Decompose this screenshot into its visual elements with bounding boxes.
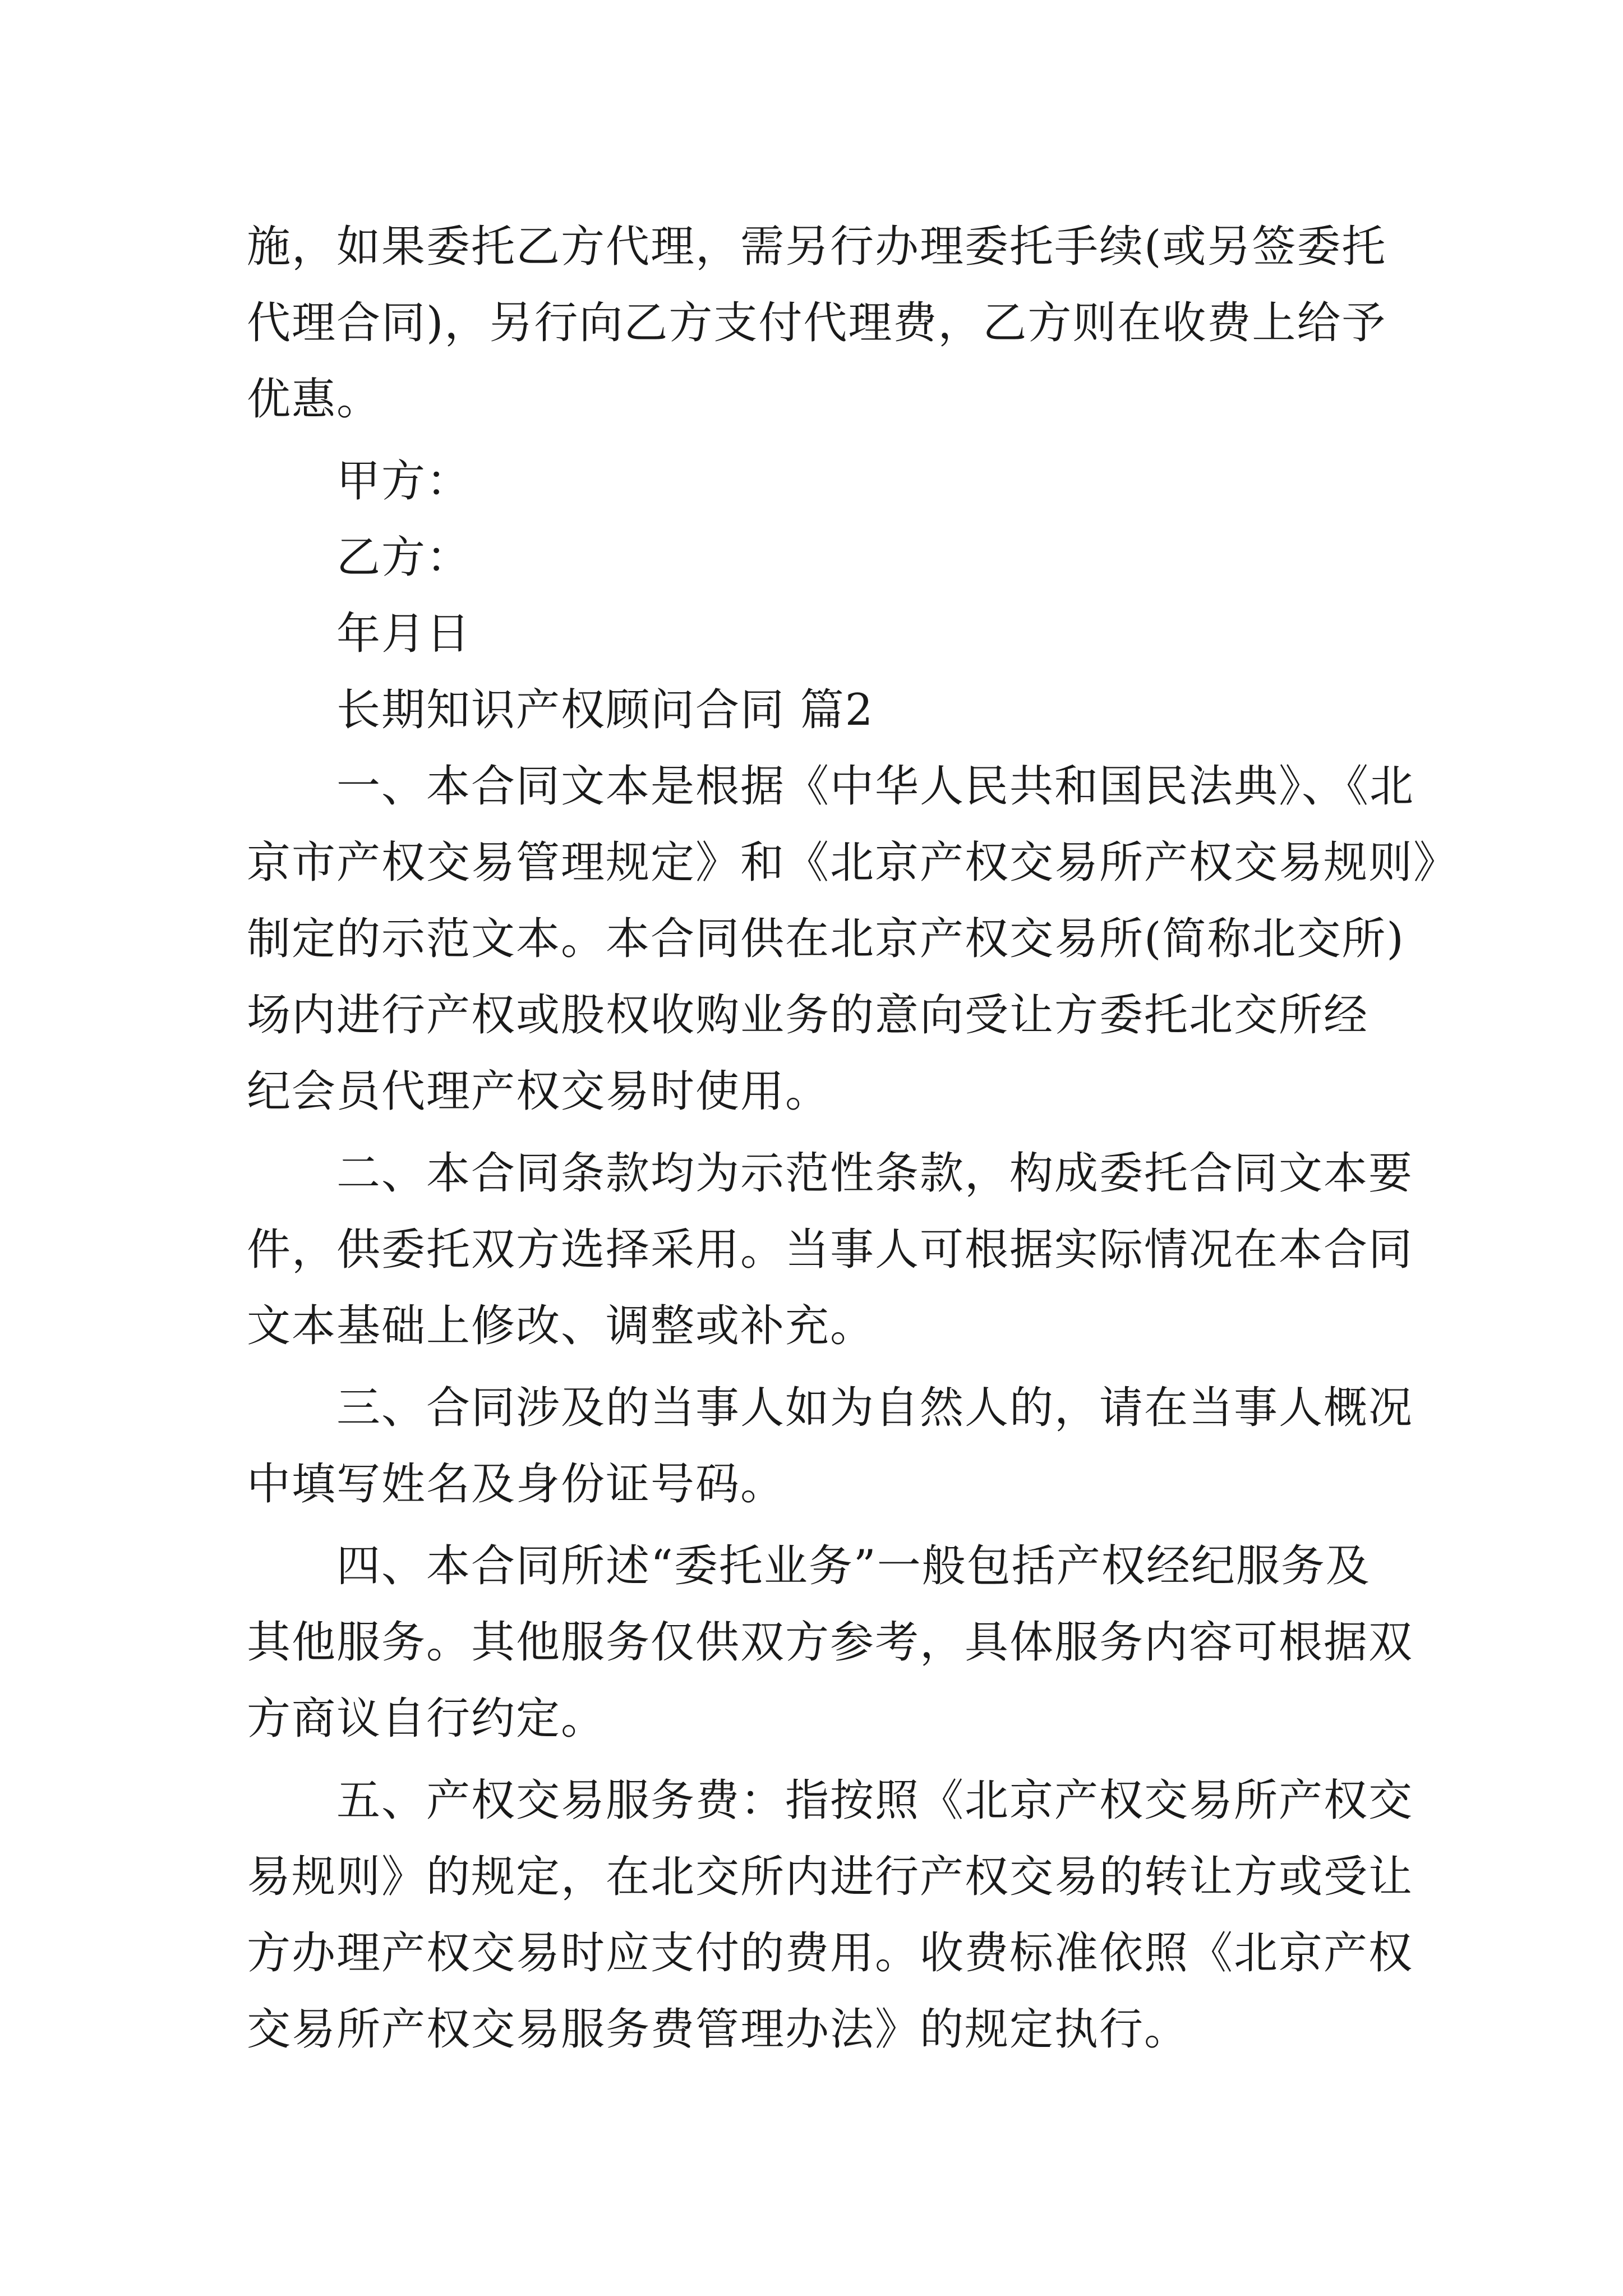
paragraph-5 — [247, 1763, 1455, 2068]
text-line: 施，如果委托乙方代理，需另行办理委托手续(或另签委托 — [247, 222, 1387, 272]
text-line: 纪会员代理产权交易时使用。 — [247, 1066, 831, 1117]
text-line: 方商议自行约定。 — [247, 1694, 606, 1744]
text-line: 方办理产权交易时应支付的费用。收费标准依照《北京产权 — [247, 1928, 1414, 1978]
paragraph-1 — [247, 748, 1459, 1130]
party-b-line — [247, 519, 1455, 596]
text-line: 易规则》的规定，在北交所内进行产权交易的转让方或受让 — [247, 1852, 1414, 1902]
party-b-label: 乙方： — [336, 532, 472, 583]
text-line: 交易所产权交易服务费管理办法》的规定执行。 — [247, 2004, 1189, 2055]
heading-text: 长期知识产权顾问合同 篇2 — [336, 685, 874, 735]
text-line: 中填写姓名及身份证号码。 — [247, 1459, 786, 1510]
text-line: 件，供委托双方选择采用。当事人可根据实际情况在本合同 — [247, 1225, 1414, 1275]
paragraph-2 — [247, 1135, 1455, 1364]
text-line: 代理合同)，另行向乙方支付代理费，乙方则在收费上给予 — [247, 298, 1387, 348]
text-line: 制定的示范文本。本合同供在北京产权交易所(简称北交所) — [247, 914, 1405, 964]
party-a-line — [247, 443, 1455, 519]
text-line: 优惠。 — [247, 374, 382, 425]
text-line: 一、本合同文本是根据《中华人民共和国民法典》、《北 — [336, 761, 1415, 812]
date-label: 年月日 — [336, 609, 472, 659]
text-line: 其他服务。其他服务仅供双方参考，具体服务内容可根据双 — [247, 1617, 1414, 1668]
text-line: 京市产权交易管理规定》和《北京产权交易所产权交易规则》 — [247, 838, 1459, 888]
text-line: 五、产权交易服务费：指按照《北京产权交易所产权交 — [336, 1775, 1414, 1826]
text-line: 场内进行产权或股权收购业务的意向受让方委托北交所经 — [247, 990, 1369, 1041]
paragraph-4 — [247, 1528, 1455, 1757]
paragraph-3 — [247, 1370, 1455, 1522]
text-line: 二、本合同条款均为示范性条款，构成委托合同文本要 — [336, 1148, 1414, 1199]
text-line: 四、本合同所述“委托业务”一般包括产权经纪服务及 — [336, 1541, 1371, 1591]
party-a-label: 甲方： — [336, 456, 472, 507]
intro-paragraph — [247, 209, 1455, 438]
text-line: 三、合同涉及的当事人如为自然人的，请在当事人概况 — [336, 1383, 1414, 1433]
section-heading — [247, 672, 1455, 748]
text-line: 文本基础上修改、调整或补充。 — [247, 1301, 875, 1351]
date-line — [247, 596, 1455, 672]
